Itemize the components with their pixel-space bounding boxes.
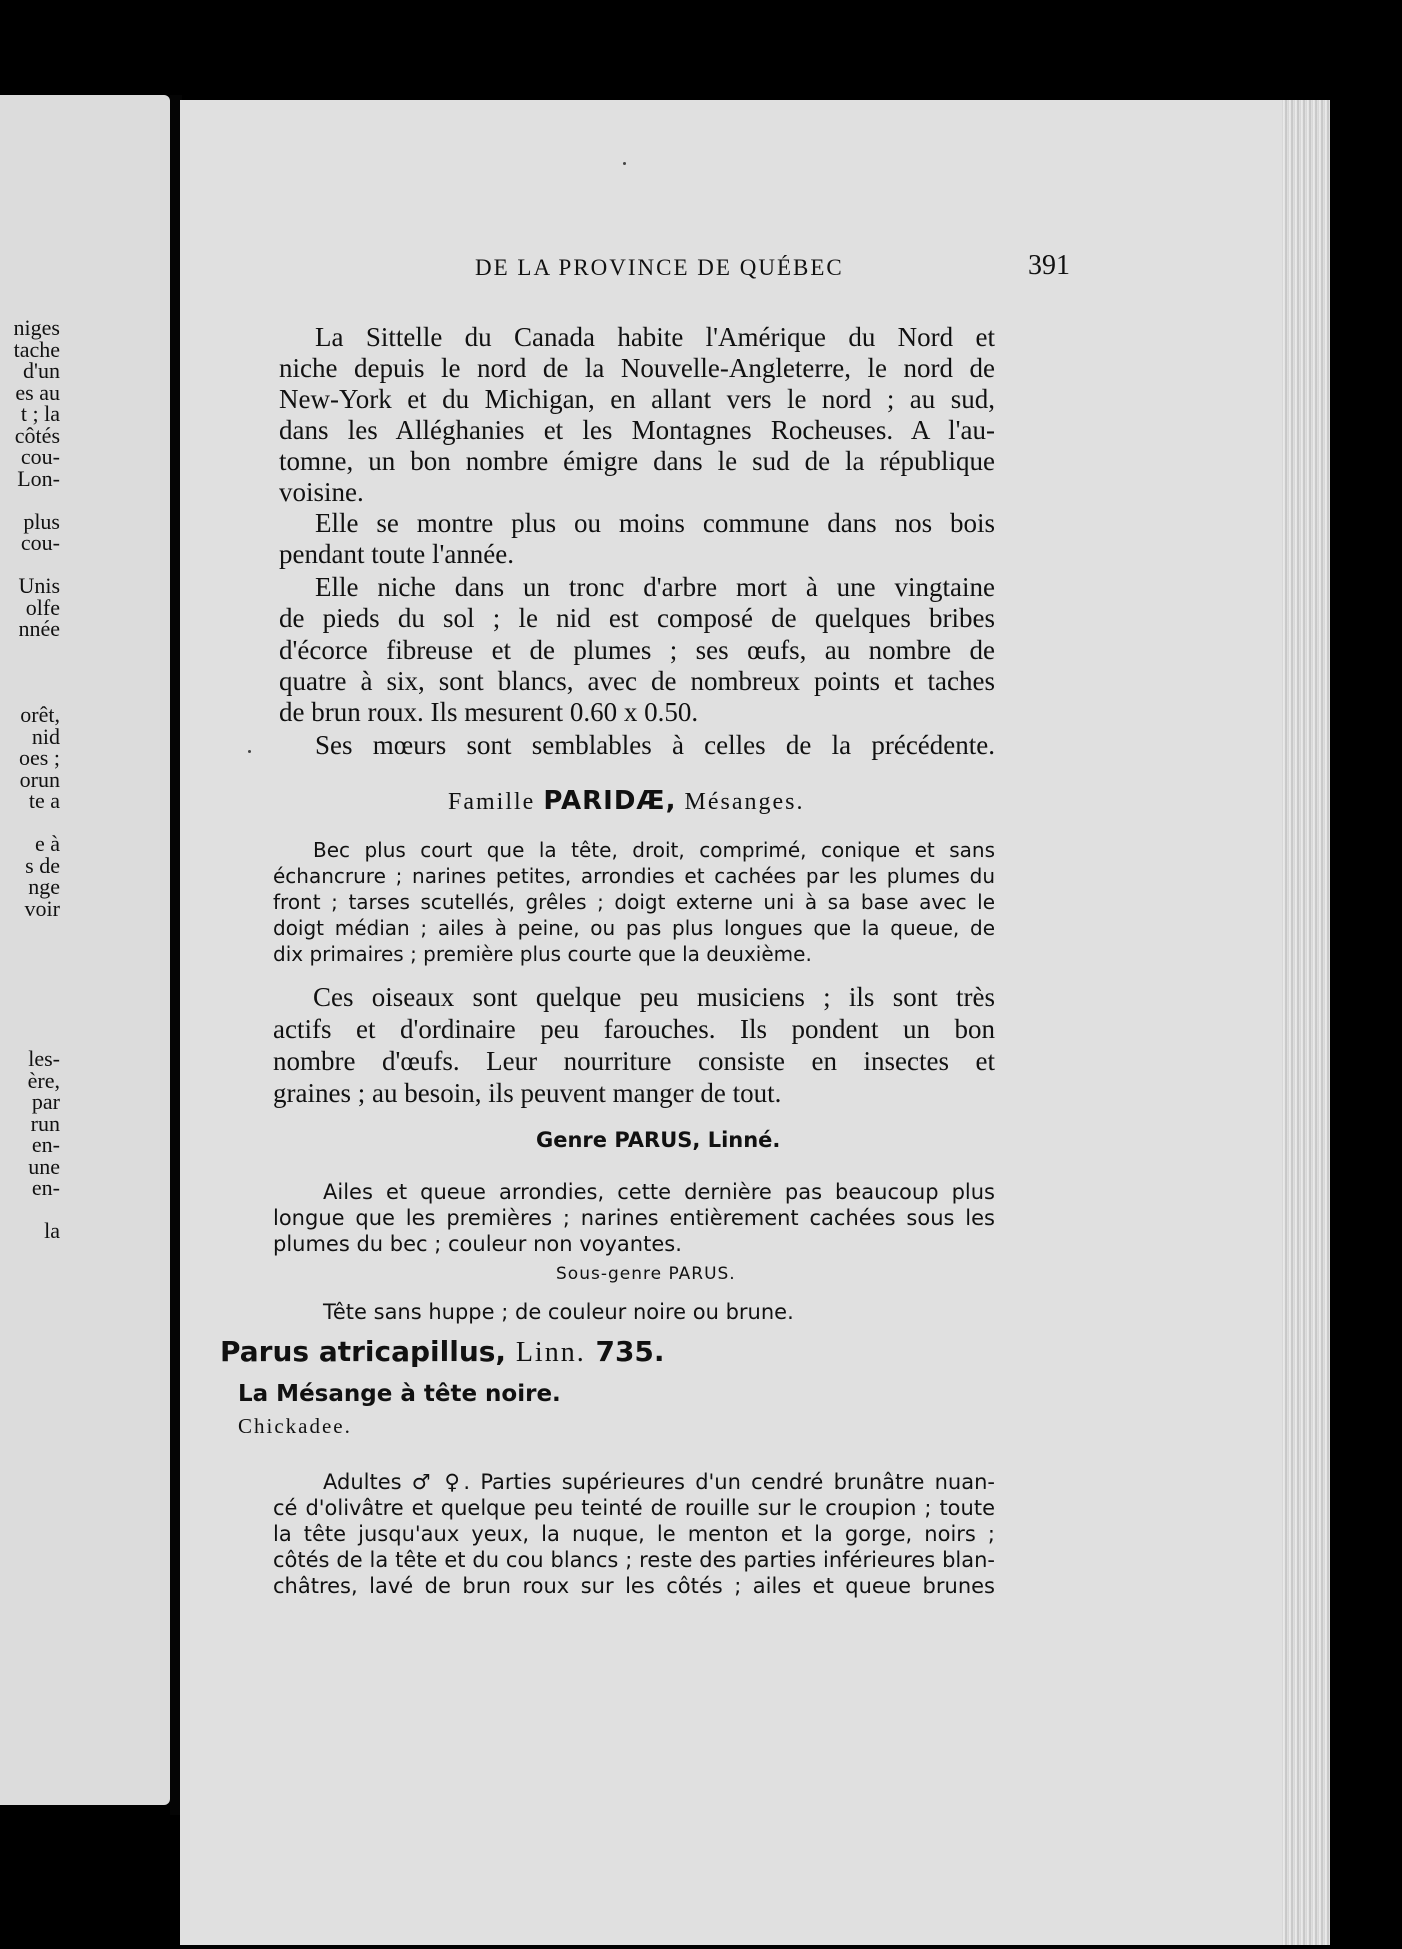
- left-page-text-fragment: orun: [19, 766, 60, 792]
- text-line: Ses mœurs sont semblables à celles de la précédente.: [315, 730, 995, 760]
- left-page-text-fragment: run: [30, 1110, 60, 1136]
- left-page-text-fragment: nge: [28, 874, 60, 899]
- left-page-text-fragment: d'un: [23, 358, 60, 383]
- text-line: niche depuis le nord de la Nouvelle-Angleterre, le nord de: [279, 353, 995, 383]
- left-page-text-fragment: cou-: [20, 530, 60, 555]
- left-page-text-fragment: oes ;: [19, 745, 60, 770]
- left-page-text-fragment: orêt,: [20, 702, 60, 727]
- species-heading: [220, 1335, 665, 1368]
- text-line: la tête jusqu'aux yeux, la nuque, le menton et la gorge, noirs ;: [273, 1522, 995, 1546]
- text-line: cé d'olivâtre et quelque peu teinté de rouille sur le croupion ; toute: [273, 1496, 995, 1520]
- left-page-text-fragment: nid: [31, 723, 60, 749]
- left-page-text-fragment: Lon-: [17, 465, 60, 491]
- text-line: d'écorce fibreuse et de plumes ; ses œufs, au nombre de: [279, 635, 995, 665]
- text-line: Ailes et queue arrondies, cette dernière pas beaucoup plus: [323, 1180, 995, 1204]
- species-number: 735.: [595, 1335, 665, 1368]
- running-title: DE LA PROVINCE DE QUÉBEC: [475, 255, 844, 280]
- left-page-text-fragment: une: [28, 1153, 60, 1179]
- scan-speck: [623, 162, 626, 165]
- left-page-text-fragment: voir: [24, 895, 60, 921]
- text-line: New-York et du Michigan, en allant vers le nord ; au sud,: [279, 384, 995, 414]
- left-page-text-fragment: Unis: [18, 573, 60, 598]
- text-line: Ces oiseaux sont quelque peu musiciens ; ils sont très: [313, 982, 995, 1012]
- text-line: actifs et d'ordinaire peu farouches. Ils pondent un bon: [273, 1014, 995, 1044]
- left-page-text-fragment: t ; la: [20, 401, 60, 426]
- text-line: graines ; au besoin, ils peuvent manger de tout.: [273, 1078, 782, 1108]
- subgenus-description: Tête sans huppe ; de couleur noire ou brune.: [323, 1300, 794, 1324]
- text-line: nombre d'œufs. Leur nourriture consiste en insectes et: [273, 1046, 995, 1076]
- text-line: voisine.: [279, 477, 364, 507]
- left-page-text-fragment: te a: [28, 788, 60, 813]
- text-line: de pieds du sol ; le nid est composé de quelques bribes: [279, 603, 995, 633]
- text-line: dix primaires ; première plus courte que la deuxième.: [273, 942, 812, 966]
- text-line: longue que les premières ; narines entièrement cachées sous les: [273, 1206, 995, 1230]
- left-page-text-fragment: en-: [31, 1175, 60, 1200]
- left-page-text-fragment: côtés: [14, 422, 60, 448]
- text-line: châtres, lavé de brun roux sur les côtés ; ailes et queue brunes: [273, 1574, 995, 1598]
- left-page-text-fragment: par: [31, 1089, 60, 1114]
- text-line: doigt médian ; ailes à peine, ou pas plus longues que la queue, de: [273, 916, 995, 940]
- text-line: plumes du bec ; couleur non voyantes.: [273, 1232, 682, 1256]
- text-line: tomne, un bon nombre émigre dans le sud de la république: [279, 446, 995, 476]
- family-prefix: Famille: [448, 789, 536, 815]
- text-line: pendant toute l'année.: [279, 539, 515, 569]
- species-authority: Linn.: [515, 1337, 586, 1368]
- text-line: dans les Alléghanies et les Montagnes Rocheuses. A l'au-: [279, 415, 995, 445]
- left-page-text-fragment: en-: [31, 1132, 60, 1157]
- left-page-text-fragment: nnée: [18, 616, 60, 641]
- left-page-text-fragment: les-: [28, 1046, 60, 1071]
- family-common-name: Mésanges.: [684, 789, 805, 815]
- left-page-text-fragment: tache: [13, 336, 60, 362]
- genus-heading: Genre PARUS, Linné.: [536, 1128, 781, 1152]
- text-line: Bec plus court que la tête, droit, comprimé, conique et sans: [313, 838, 995, 862]
- text-line: front ; tarses scutellés, grêles ; doigt externe uni à sa base avec le: [273, 890, 995, 914]
- text-line: échancrure ; narines petites, arrondies et cachées par les plumes du: [273, 864, 995, 888]
- family-heading: [448, 788, 804, 814]
- left-page-text-fragment: la: [44, 1218, 60, 1243]
- species-latin-name: Parus atricapillus,: [220, 1335, 507, 1368]
- left-page-text-fragment: s de: [25, 852, 60, 878]
- text-line: Adultes ♂ ♀. Parties supérieures d'un cendré brunâtre nuan-: [323, 1470, 995, 1494]
- left-page-text-fragment: cou-: [20, 444, 60, 469]
- text-line: La Sittelle du Canada habite l'Amérique du Nord et: [315, 322, 995, 352]
- left-page-text-fragment: e à: [34, 831, 60, 856]
- text-line: côtés de la tête et du cou blancs ; reste des parties inférieures blan-: [273, 1548, 995, 1572]
- right-page: [180, 100, 1330, 1945]
- left-page-text-fragment: ère,: [27, 1067, 60, 1093]
- page-number: 391: [1028, 250, 1070, 281]
- family-name: PARIDÆ,: [543, 786, 677, 816]
- text-line: Elle se montre plus ou moins commune dans nos bois: [315, 508, 995, 538]
- left-page-fragment: [0, 95, 170, 1805]
- page-edge: [1282, 100, 1330, 1945]
- scan-speck: [248, 750, 251, 753]
- left-page-text-fragment: plus: [23, 508, 60, 534]
- text-line: de brun roux. Ils mesurent 0.60 x 0.50.: [279, 697, 699, 727]
- species-english-name: Chickadee.: [238, 1414, 352, 1438]
- left-page-text-fragment: olfe: [25, 594, 60, 620]
- left-page-text-fragment: es au: [15, 379, 60, 405]
- text-line: Elle niche dans un tronc d'arbre mort à une vingtaine: [315, 572, 995, 602]
- species-french-name: La Mésange à tête noire.: [238, 1381, 561, 1407]
- text-line: quatre à six, sont blancs, avec de nombreux points et taches: [279, 666, 995, 696]
- left-page-text-fragment: niges: [13, 315, 60, 340]
- subgenus-heading: Sous-genre PARUS.: [556, 1264, 736, 1284]
